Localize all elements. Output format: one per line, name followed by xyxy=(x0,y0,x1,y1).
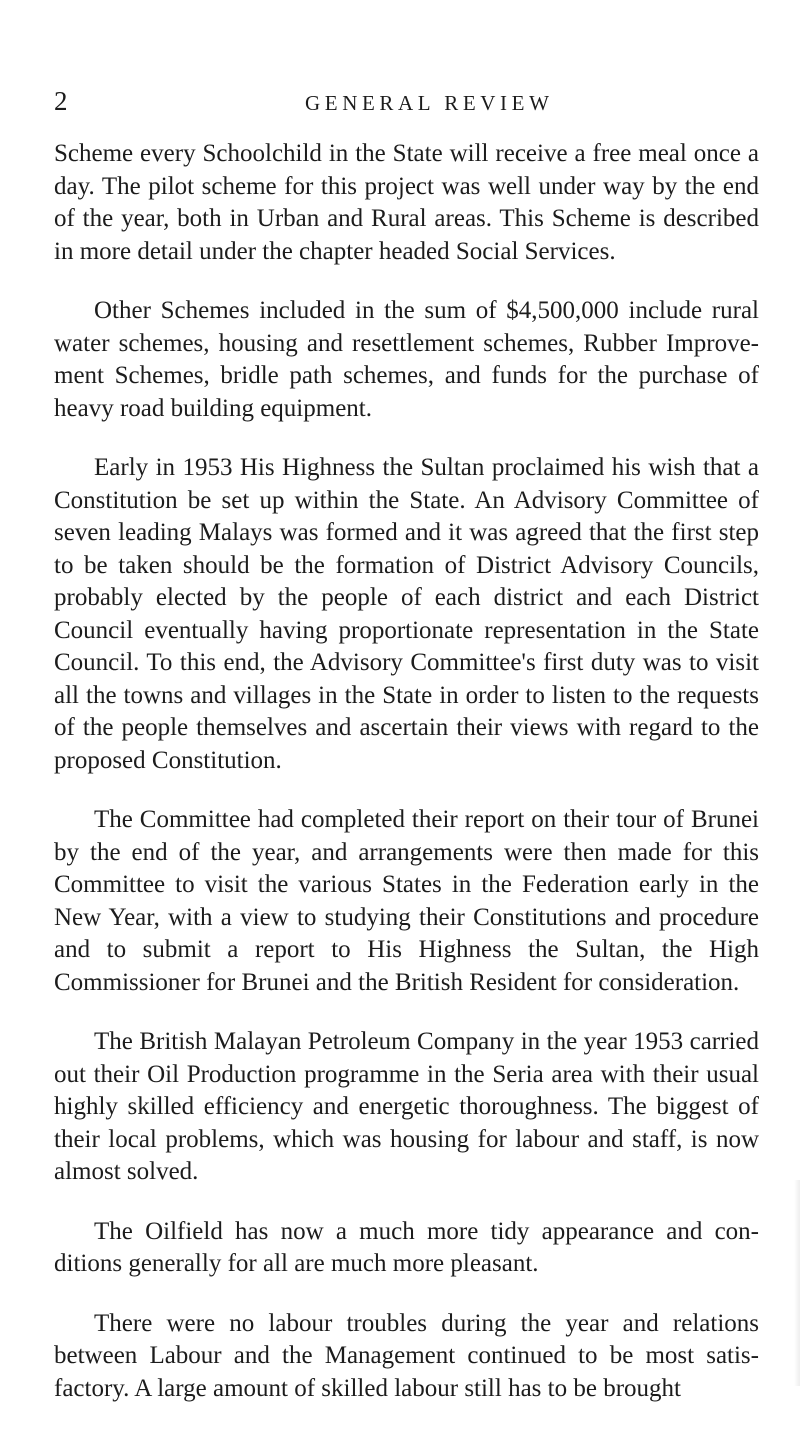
paragraph: The Committee had completed their report on their tour of Brunei by the end of the year, and arrangements were then made for this Committee to visit the various States in the Federation early in the New Year, with a view to studying their Constitutions and procedure and to submit a report to His Highness the Sultan, the High Commissioner for Brunei and the British Resident for consideration. xyxy=(54,806,759,996)
page-edge-shadow xyxy=(794,1180,800,1386)
paragraph: The Oilfield has now a much more tidy appearance and conditions generally for all are much more pleasant. xyxy=(54,1217,759,1277)
paragraph: There were no labour troubles during the year and relations between Labour and the Management continued to be most satisfactory. A large amount of skilled labour still has to be brought xyxy=(54,1309,759,1402)
page-number: 2 xyxy=(54,86,68,116)
running-head: GENERAL REVIEW xyxy=(305,91,554,115)
paragraph: Early in 1953 His Highness the Sultan proclaimed his wish that a Constitution be set up within the State. An Advisory Committee of seven leading Malays was formed and it was agreed that the first step to be taken should be the formation of District Advisory Councils, probably elected by the people of each district and each District Council eventually having proportionate representation in the State Council. To this end, the Advisory Committee's first duty was to visit all the towns and villages in the State in order to listen to the requests of the people themselves and ascertain their views with regard to the proposed Constitution. xyxy=(54,454,759,774)
paragraph: The British Malayan Petroleum Company in the year 1953 carried out their Oil Production programme in the Seria area with their usual highly skilled efficiency and energetic thoroughness. The biggest of their local problems, which was housing for labour and staff, is now almost solved. xyxy=(54,1028,759,1185)
paragraph: Other Schemes included in the sum of $4,500,000 include rural water schemes, housing and resettlement schemes, Rubber Improvement Schemes, bridle path schemes, and funds for the purchase of heavy road building equipment. xyxy=(54,297,759,422)
body-text xyxy=(54,138,759,1432)
paragraph-continuation: Scheme every Schoolchild in the State will receive a free meal once a day. The pilot scheme for this project was well under way by the end of the year, both in Urban and Rural areas. This Scheme is described in more detail under the chapter headed Social Services. xyxy=(54,140,759,265)
